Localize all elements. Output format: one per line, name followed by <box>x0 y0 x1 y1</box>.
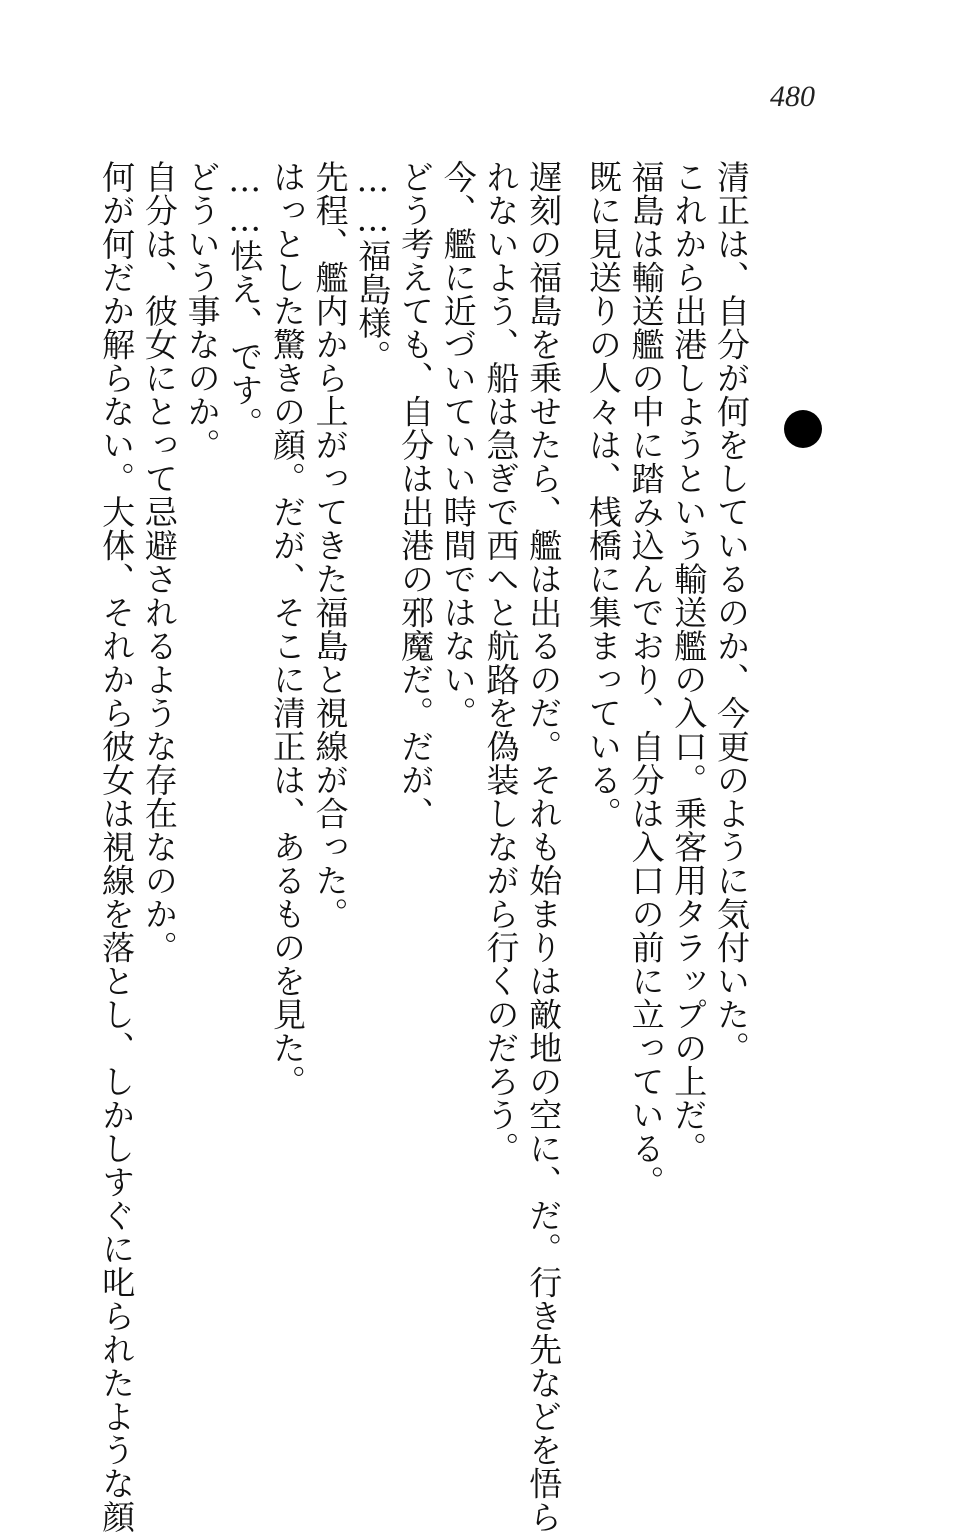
text-line: 福島は輸送艦の中に踏み込んでおり、自分は入口の前に立っている。 <box>626 160 666 1199</box>
text-line: 自分は、彼女にとって忌避されるような存在なのか。 <box>139 160 179 964</box>
text-line: ……怯え、です。 <box>225 160 265 440</box>
text-line: はっとした驚きの顔。だが、そこに清正は、あるものを見た。 <box>267 160 307 1098</box>
text-line: 清正は、自分が何をしているのか、今更のように気付いた。 <box>712 160 751 1065</box>
text-line: どう考えても、自分は出港の邪魔だ。だが、 <box>396 160 436 830</box>
text-line: 遅刻の福島を乗せたら、艦は出るのだ。それも始まりは敵地の空に、だ。行き先などを悟ら <box>524 160 564 1534</box>
section-break-dot-icon <box>784 410 822 448</box>
text-line: れないよう、船は急ぎで西へと航路を偽装しながら行くのだろう。 <box>481 160 521 1165</box>
page-number: 480 <box>770 80 815 113</box>
text-line: 先程、艦内から上がってきた福島と視線が合った。 <box>310 160 350 931</box>
text-line: ……福島様。 <box>353 160 393 373</box>
body-text <box>94 160 752 1534</box>
text-line: 何が何だか解らない。大体、それから彼女は視線を落とし、しかしすぐに叱られたような顔 <box>97 160 137 1534</box>
text-line: どういう事なのか。 <box>182 160 222 462</box>
text-line: これから出港しようという輸送艦の入口。乗客用タラップの上だ。 <box>669 160 709 1165</box>
text-line: 今、艦に近づいていい時間ではない。 <box>438 160 478 730</box>
text-line: 既に見送りの人々は、桟橋に集まっている。 <box>583 160 623 830</box>
